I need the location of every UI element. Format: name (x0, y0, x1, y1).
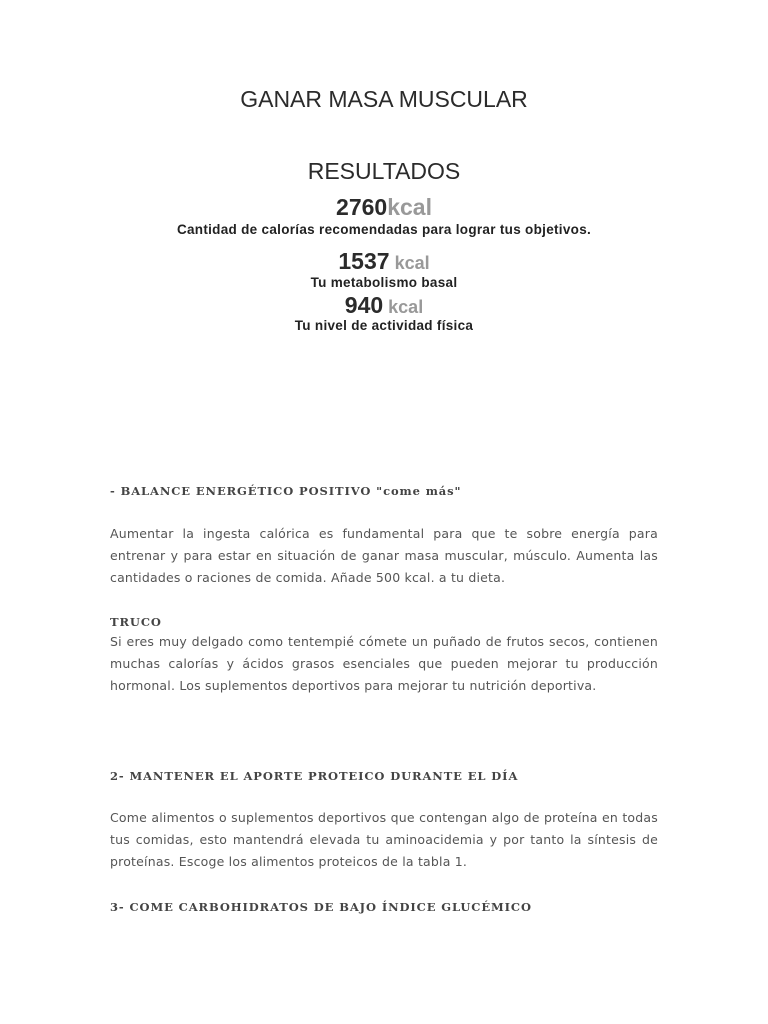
page-title: GANAR MASA MUSCULAR (240, 86, 528, 112)
basal-metabolism-unit: kcal (389, 253, 430, 273)
recommended-calories-unit: kcal (387, 194, 432, 220)
recommended-calories-number: 2760 (336, 194, 388, 220)
activity-level-number: 940 (344, 292, 384, 318)
basal-metabolism-value (0, 248, 768, 275)
basal-metabolism-description: Tu metabolismo basal (310, 275, 458, 290)
tip-label: TRUCO (110, 615, 162, 629)
recommended-calories-description: Cantidad de calorías recomendadas para lograr tus objetivos. (176, 222, 592, 237)
section-2-paragraph: Come alimentos o suplementos deportivos que contengan algo de proteína en todas tus comidas, esto mantendrá elevada tu aminoacidemia y por tanto la síntesis de proteínas. Escoge los alimentos proteicos de la tabla 1. (110, 810, 658, 869)
section-3-heading: 3- COME CARBOHIDRATOS DE BAJO ÍNDICE GLUCÉMICO (110, 900, 532, 914)
activity-level-value (0, 292, 768, 319)
section-2-heading: 2- MANTENER EL APORTE PROTEICO DURANTE EL DÍA (110, 769, 519, 783)
results-title: RESULTADOS (307, 158, 461, 184)
basal-metabolism-number: 1537 (338, 248, 390, 274)
tip-paragraph: Si eres muy delgado como tentempié cómete un puñado de frutos secos, contienen muchas calorías y ácidos grasos esenciales que pueden mejorar tu producción hormonal. Los suplementos deportivos para mejorar tu nutrición deportiva. (110, 634, 658, 693)
section-1-heading: - BALANCE ENERGÉTICO POSITIVO "come más" (110, 484, 462, 498)
section-1-paragraph: Aumentar la ingesta calórica es fundamental para que te sobre energía para entrenar y para estar en situación de ganar masa muscular, músculo. Aumenta las cantidades o raciones de comida. Añade 500 kcal. a tu dieta. (110, 526, 658, 585)
activity-level-description: Tu nivel de actividad física (294, 318, 474, 333)
activity-level-unit: kcal (383, 297, 424, 317)
recommended-calories-value (0, 194, 768, 221)
